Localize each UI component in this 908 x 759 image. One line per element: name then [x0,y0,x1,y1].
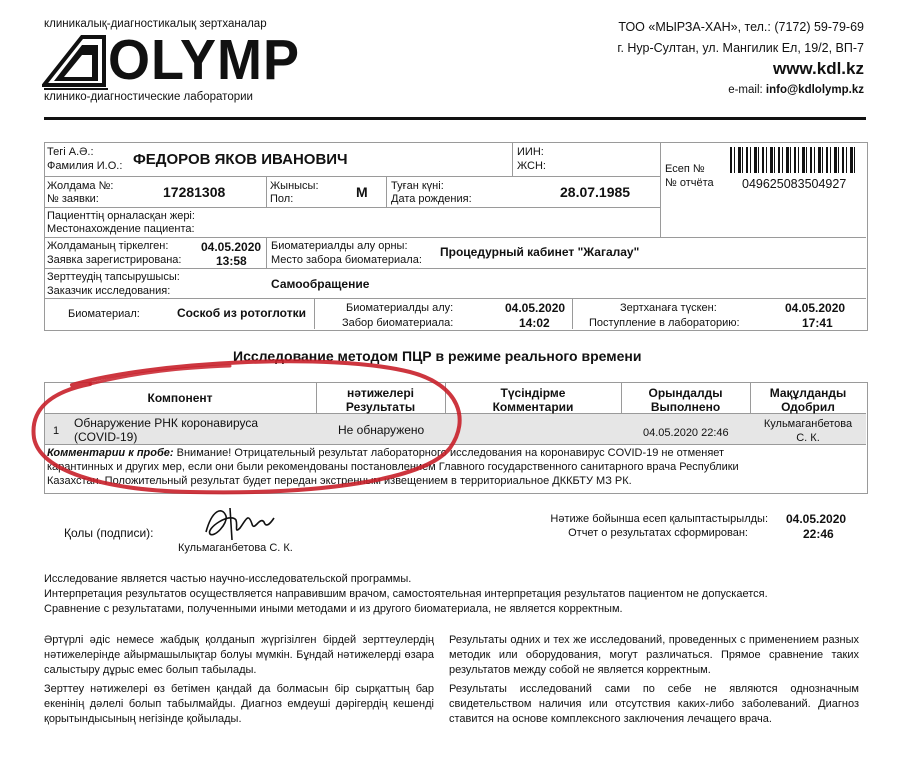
name-label-ru: Фамилия И.О.: [47,160,123,172]
order-number: 17281308 [163,184,226,200]
col-comment-kz: Түсіндірме [500,386,566,400]
name-label-kz: Тегі А.Ә.: [47,146,94,158]
col-done-ru: Выполнено [650,400,721,414]
location-label-ru: Местонахождение пациента: [47,223,195,235]
customer-value: Самообращение [271,277,370,291]
company-address: г. Нур-Султан, ул. Мангилик Ел, 19/2, ВП-7 [617,41,864,55]
biomaterial-value: Соскоб из ротоглотки [177,306,306,320]
recv-label-ru: Поступление в лабораторию: [589,317,740,329]
company-info: ТОО «МЫРЗА-ХАН», тел.: (7172) 59-79-69 [618,20,864,34]
formed-label-ru: Отчет о результатах сформирован: [568,527,748,539]
sample-comment-line1 [47,447,724,459]
sex-label-ru: Пол: [270,193,294,205]
zhsn-label: ЖСН: [517,160,546,172]
reg-date: 04.05.2020 [201,240,262,254]
lab-name-ru: клинико-диагностические лаборатории [44,91,253,103]
place-label-kz: Биоматериалды алу орны: [271,240,408,252]
signature-label: Қолы (подписи): [64,526,154,540]
col-result-kz: нәтижелері [346,386,414,400]
signature-name: Кульмаганбетова С. К. [178,542,293,554]
reg-label-ru: Заявка зарегистрирована: [47,254,182,266]
collect-date: 04.05.2020 [505,301,566,315]
olymp-logo [42,28,301,92]
customer-label-kz: Зерттеудің тапсырушысы: [47,271,180,283]
row-result: Не обнаружено [338,423,425,437]
col-component: Компонент [147,391,213,405]
note-line2: Интерпретация результатов осуществляется направившим врачом, самостоятельная интерпретация результатов пациентом не допускается. [44,588,768,600]
recv-date: 04.05.2020 [785,301,846,315]
sex-label-kz: Жынысы: [270,180,319,192]
reg-time: 13:58 [216,254,247,268]
report-label-ru: № отчёта [665,177,714,189]
study-title: Исследование методом ПЦР в режиме реального времени [233,348,642,364]
col-approved-kz: Мақұлданды [769,386,847,400]
note-kz-para2: Зерттеу нәтижелері өз бетімен қандай да болмасын бір сырқаттың бар екенінің дәлелі болып табылмайды. Диагноз емдеуші дәрігердің кешенді қорытындысының негізінде қойылады. [44,683,434,725]
biomaterial-label: Биоматериал: [68,308,140,320]
formed-time: 22:46 [803,527,834,541]
col-done-kz: Орындалды [648,386,723,400]
col-result-ru: Результаты [345,400,416,414]
row-done: 04.05.2020 22:46 [643,427,729,439]
report-label-kz: Есеп № [665,163,705,175]
logo-text: OLYMP [108,28,301,92]
patient-name: ФЕДОРОВ ЯКОВ ИВАНОВИЧ [133,151,348,168]
row-number: 1 [53,425,60,437]
barcode [730,147,858,173]
customer-label-ru: Заказчик исследования: [47,285,171,297]
formed-label-kz: Нәтиже бойынша есеп қалыптастырылды: [550,513,768,525]
dob-label-ru: Дата рождения: [391,193,472,205]
row-approved-line2: С. К. [796,432,820,444]
reg-label-kz: Жолдаманың тіркелген: [47,240,169,252]
order-label-ru: № заявки: [47,193,99,205]
note-line3: Сравнение с результатами, полученными иными методами и из другого биоматериала, не является корректным. [44,603,623,615]
header-rule [44,117,866,120]
website-link[interactable]: www.kdl.kz [772,59,864,78]
sample-comment-line2: карантинных и других мер, если они были рекомендованы постановлением Главного государственного санитарного врача Республики [47,461,739,473]
place-label-ru: Место забора биоматериала: [271,254,422,266]
note-ru-para1: Результаты одних и тех же исследований, проведенных с применением разных методик или оборудования, могут различаться. Прямое сравнение таких результатов между собой не является корректным. [449,634,859,676]
signature-scribble-icon [200,502,290,544]
lab-name-kz: клиникалық-диагностикалық зертханалар [44,18,267,30]
sample-comment-label: Комментарии к пробе: [47,447,174,459]
row-approved-line1: Кульмаганбетова [763,418,853,430]
order-label-kz: Жолдама №: [47,180,114,192]
note-ru-para2: Результаты исследований сами по себе не являются однозначным свидетельством наличия или отсутствия каких-либо заболеваний. Диагноз ставится на основе комплексного заключения лечащего врача. [449,683,859,725]
dob-label-kz: Туған күні: [391,180,444,192]
sample-comment-line3: Казахстан. Положительный результат будет передан экстренным извещением в территориальное ДККБТУ МЗ РК. [47,475,632,487]
collect-label-kz: Биоматериалды алу: [346,302,454,314]
collect-time: 14:02 [519,316,550,330]
place-value: Процедурный кабинет "Жагалау" [440,245,640,259]
row-component-line1: Обнаружение РНК коронавируса [74,416,259,430]
recv-label-kz: Зертханаға түскен: [620,302,717,314]
row-component-line2: (COVID-19) [74,430,138,444]
iin-label: ИИН: [517,146,544,158]
sex-value: М [356,184,368,200]
email-line [728,84,864,96]
col-approved-ru: Одобрил [781,400,835,414]
location-label-kz: Пациенттің орналасқан жері: [47,210,195,222]
note-kz-para1: Әртүрлі әдіс немесе жабдық қолданып жүргізілген бірдей зерттеулердің нәтижелерінде айырмашылықтар болуы мүмкін. Бұндай нәтижелерді өзара салыстыру дұрыс емес болып табылады. [44,634,434,676]
note-line1: Исследование является частью научно-исследовательской программы. [44,573,412,585]
report-number: 049625083504927 [742,177,847,191]
email-link[interactable]: info@kdlolymp.kz [765,84,864,96]
recv-time: 17:41 [802,316,833,330]
sample-comment-text: Внимание! Отрицательный результат лабораторного исследования на коронавирус COVID-19 не отменяет [173,447,725,459]
collect-label-ru: Забор биоматериала: [342,317,454,329]
col-comment-ru: Комментарии [492,400,574,414]
formed-date: 04.05.2020 [786,512,847,526]
email-label: e-mail: [728,84,766,96]
dob-value: 28.07.1985 [560,184,631,200]
